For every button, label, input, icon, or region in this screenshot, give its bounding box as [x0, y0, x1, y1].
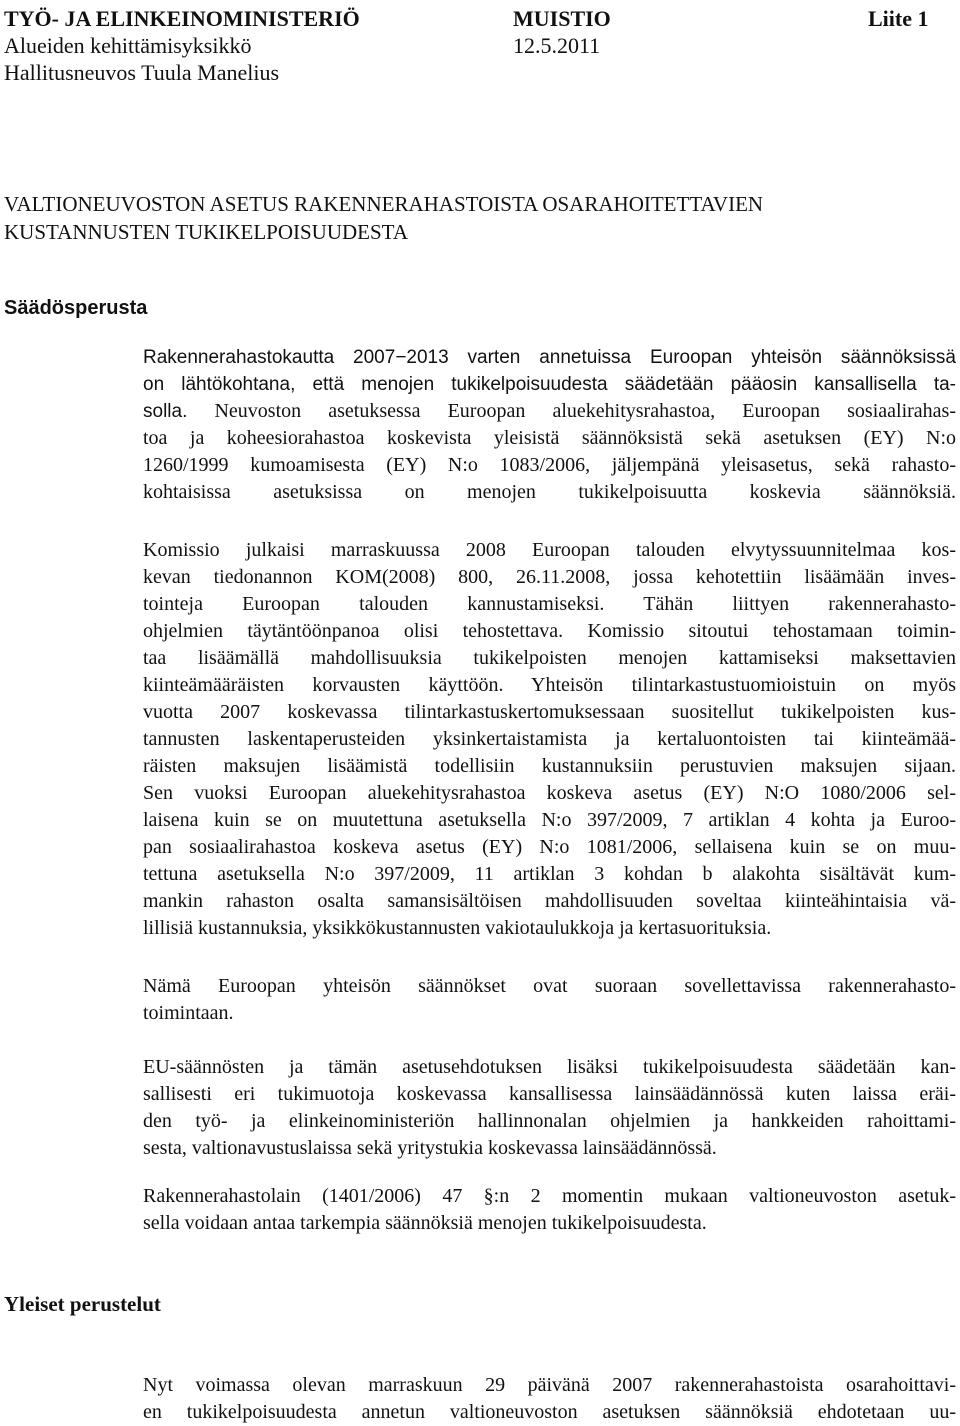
text-line: 1260/1999 kumoamisesta (EY) N:o 1083/2006, jäljempänä yleisasetus, sekä rahasto- — [143, 454, 956, 476]
text-line: laisena kuin se on muutettuna asetuksella N:o 397/2009, 7 artiklan 4 kohta ja Euroo- — [143, 809, 956, 831]
attachment-label: Liite 1 — [868, 6, 929, 31]
author-name: Hallitusneuvos Tuula Manelius — [4, 60, 280, 85]
section-heading-saadosperusta: Säädösperusta — [4, 297, 148, 319]
text-line: Sen vuoksi Euroopan aluekehitysrahastoa koskeva asetus (EY) N:O 1080/2006 sel- — [143, 782, 956, 804]
text-line: toa ja koheesiorahastoa koskevista yleisistä säännöksistä sekä asetuksen (EY) N:o — [143, 427, 956, 449]
section-heading-yleiset-perustelut: Yleiset perustelut — [4, 1292, 161, 1316]
text-line: en tukikelpoisuudesta annetun valtioneuvoston asetuksen säännöksiä ehdotetaan uu- — [143, 1401, 956, 1423]
text-line: on lähtökohtana, että menojen tukikelpoisuudesta säädetään pääosin kansallisella ta- — [143, 374, 956, 395]
text-line: lillisiä kustannuksia, yksikkökustannusten vakiotaulukkoja ja kertasuorituksia. — [143, 917, 772, 939]
text-line: tettuna asetuksella N:o 397/2009, 11 artiklan 3 kohdan b alakohta sisältävät kum- — [143, 863, 956, 885]
paragraph-legal-basis — [143, 344, 956, 506]
text-line: sallisesti eri tukimuotoja koskevassa kansallisessa lainsäädännössä kuten laissa eräi- — [143, 1083, 956, 1105]
text-line: taa lisäämällä mahdollisuuksia tukikelpoisten menojen kattamiseksi maksettavien — [143, 647, 956, 669]
document-date: 12.5.2011 — [513, 33, 601, 58]
text-line: kohtaisissa asetuksissa on menojen tukikelpoisuutta koskevia säännöksiä. — [143, 481, 956, 503]
text-fragment: Neuvoston asetuksessa Euroopan aluekehitysrahastoa, Euroopan sosiaalirahas- — [214, 400, 956, 422]
text-line: sesta, valtionavustuslaissa sekä yritystukia koskevassa lainsäädännössä. — [143, 1137, 717, 1159]
text-line: Nämä Euroopan yhteisön säännökset ovat suoraan sovellettavissa rakennerahasto- — [143, 975, 956, 997]
text-line: Nyt voimassa olevan marraskuun 29 päivänä 2007 rakennerahastoista osarahoittavi- — [143, 1374, 956, 1396]
text-line: mankin rahaston osalta samansisältöisen mahdollisuuden soveltaa kiinteähintaisia vä- — [143, 890, 956, 912]
text-line: den työ- ja elinkeinoministeriön hallinnonalan ohjelmien ja hankkeiden rahoittami- — [143, 1110, 956, 1132]
paragraph-national-legislation — [143, 1054, 956, 1162]
paragraph-structural-funds-act — [143, 1183, 956, 1237]
text-line: kevan tiedonannon KOM(2008) 800, 26.11.2008, jossa kehotettiin lisäämään inves- — [143, 566, 956, 588]
text-line: tointeja Euroopan talouden kannustamiseksi. Tähän liittyen rakennerahasto- — [143, 593, 956, 615]
text-line: räisten maksujen lisäämistä todellisiin kustannuksiin perustuvien maksujen sijaan. — [143, 755, 956, 777]
paragraph-general-reasons — [143, 1372, 956, 1426]
ministry-name: TYÖ- JA ELINKEINOMINISTERIÖ — [4, 6, 360, 31]
text-line: vuotta 2007 koskevassa tilintarkastuskertomuksessaan suositellut tukikelpoisten kus- — [143, 701, 956, 723]
text-line: pan sosiaalirahastoa koskeva asetus (EY) N:o 1081/2006, sellaisena kuin se on muu- — [143, 836, 956, 858]
paragraph-commission — [143, 537, 956, 942]
text-line: kiinteämääräisten korvausten käyttöön. Yhteisön tilintarkastustuomioistuin on myös — [143, 674, 956, 696]
text-line-combined — [143, 398, 956, 425]
text-line: EU-säännösten ja tämän asetusehdotuksen lisäksi tukikelpoisuudesta säädetään kan- — [143, 1056, 956, 1078]
text-line: Komissio julkaisi marraskuussa 2008 Euroopan talouden elvytyssuunnitelmaa kos- — [143, 539, 956, 561]
text-line: sella voidaan antaa tarkempia säännöksiä menojen tukikelpoisuudesta. — [143, 1212, 707, 1234]
text-line: toimintaan. — [143, 1002, 234, 1024]
text-line: ohjelmien täytäntöönpanoa olisi tehostettava. Komissio sitoutui tehostamaan toimin- — [143, 620, 956, 642]
document-type: MUISTIO — [513, 6, 611, 31]
text-line: Rakennerahastokautta 2007−2013 varten annetuissa Euroopan yhteisön säännöksissä — [143, 347, 956, 368]
text-fragment: solla. — [143, 401, 188, 422]
unit-name: Alueiden kehittämisyksikkö — [4, 33, 252, 58]
document-title-line-1: VALTIONEUVOSTON ASETUS RAKENNERAHASTOISTA OSARAHOITETTAVIEN — [4, 192, 764, 216]
paragraph-eu-rules — [143, 973, 956, 1027]
text-line: tannusten laskentaperusteiden yksinkertaistamista ja kertaluontoisten tai kiinteämää- — [143, 728, 956, 750]
text-line: Rakennerahastolain (1401/2006) 47 §:n 2 momentin mukaan valtioneuvoston asetuk- — [143, 1185, 956, 1207]
document-title-line-2: KUSTANNUSTEN TUKIKELPOISUUDESTA — [4, 220, 408, 244]
